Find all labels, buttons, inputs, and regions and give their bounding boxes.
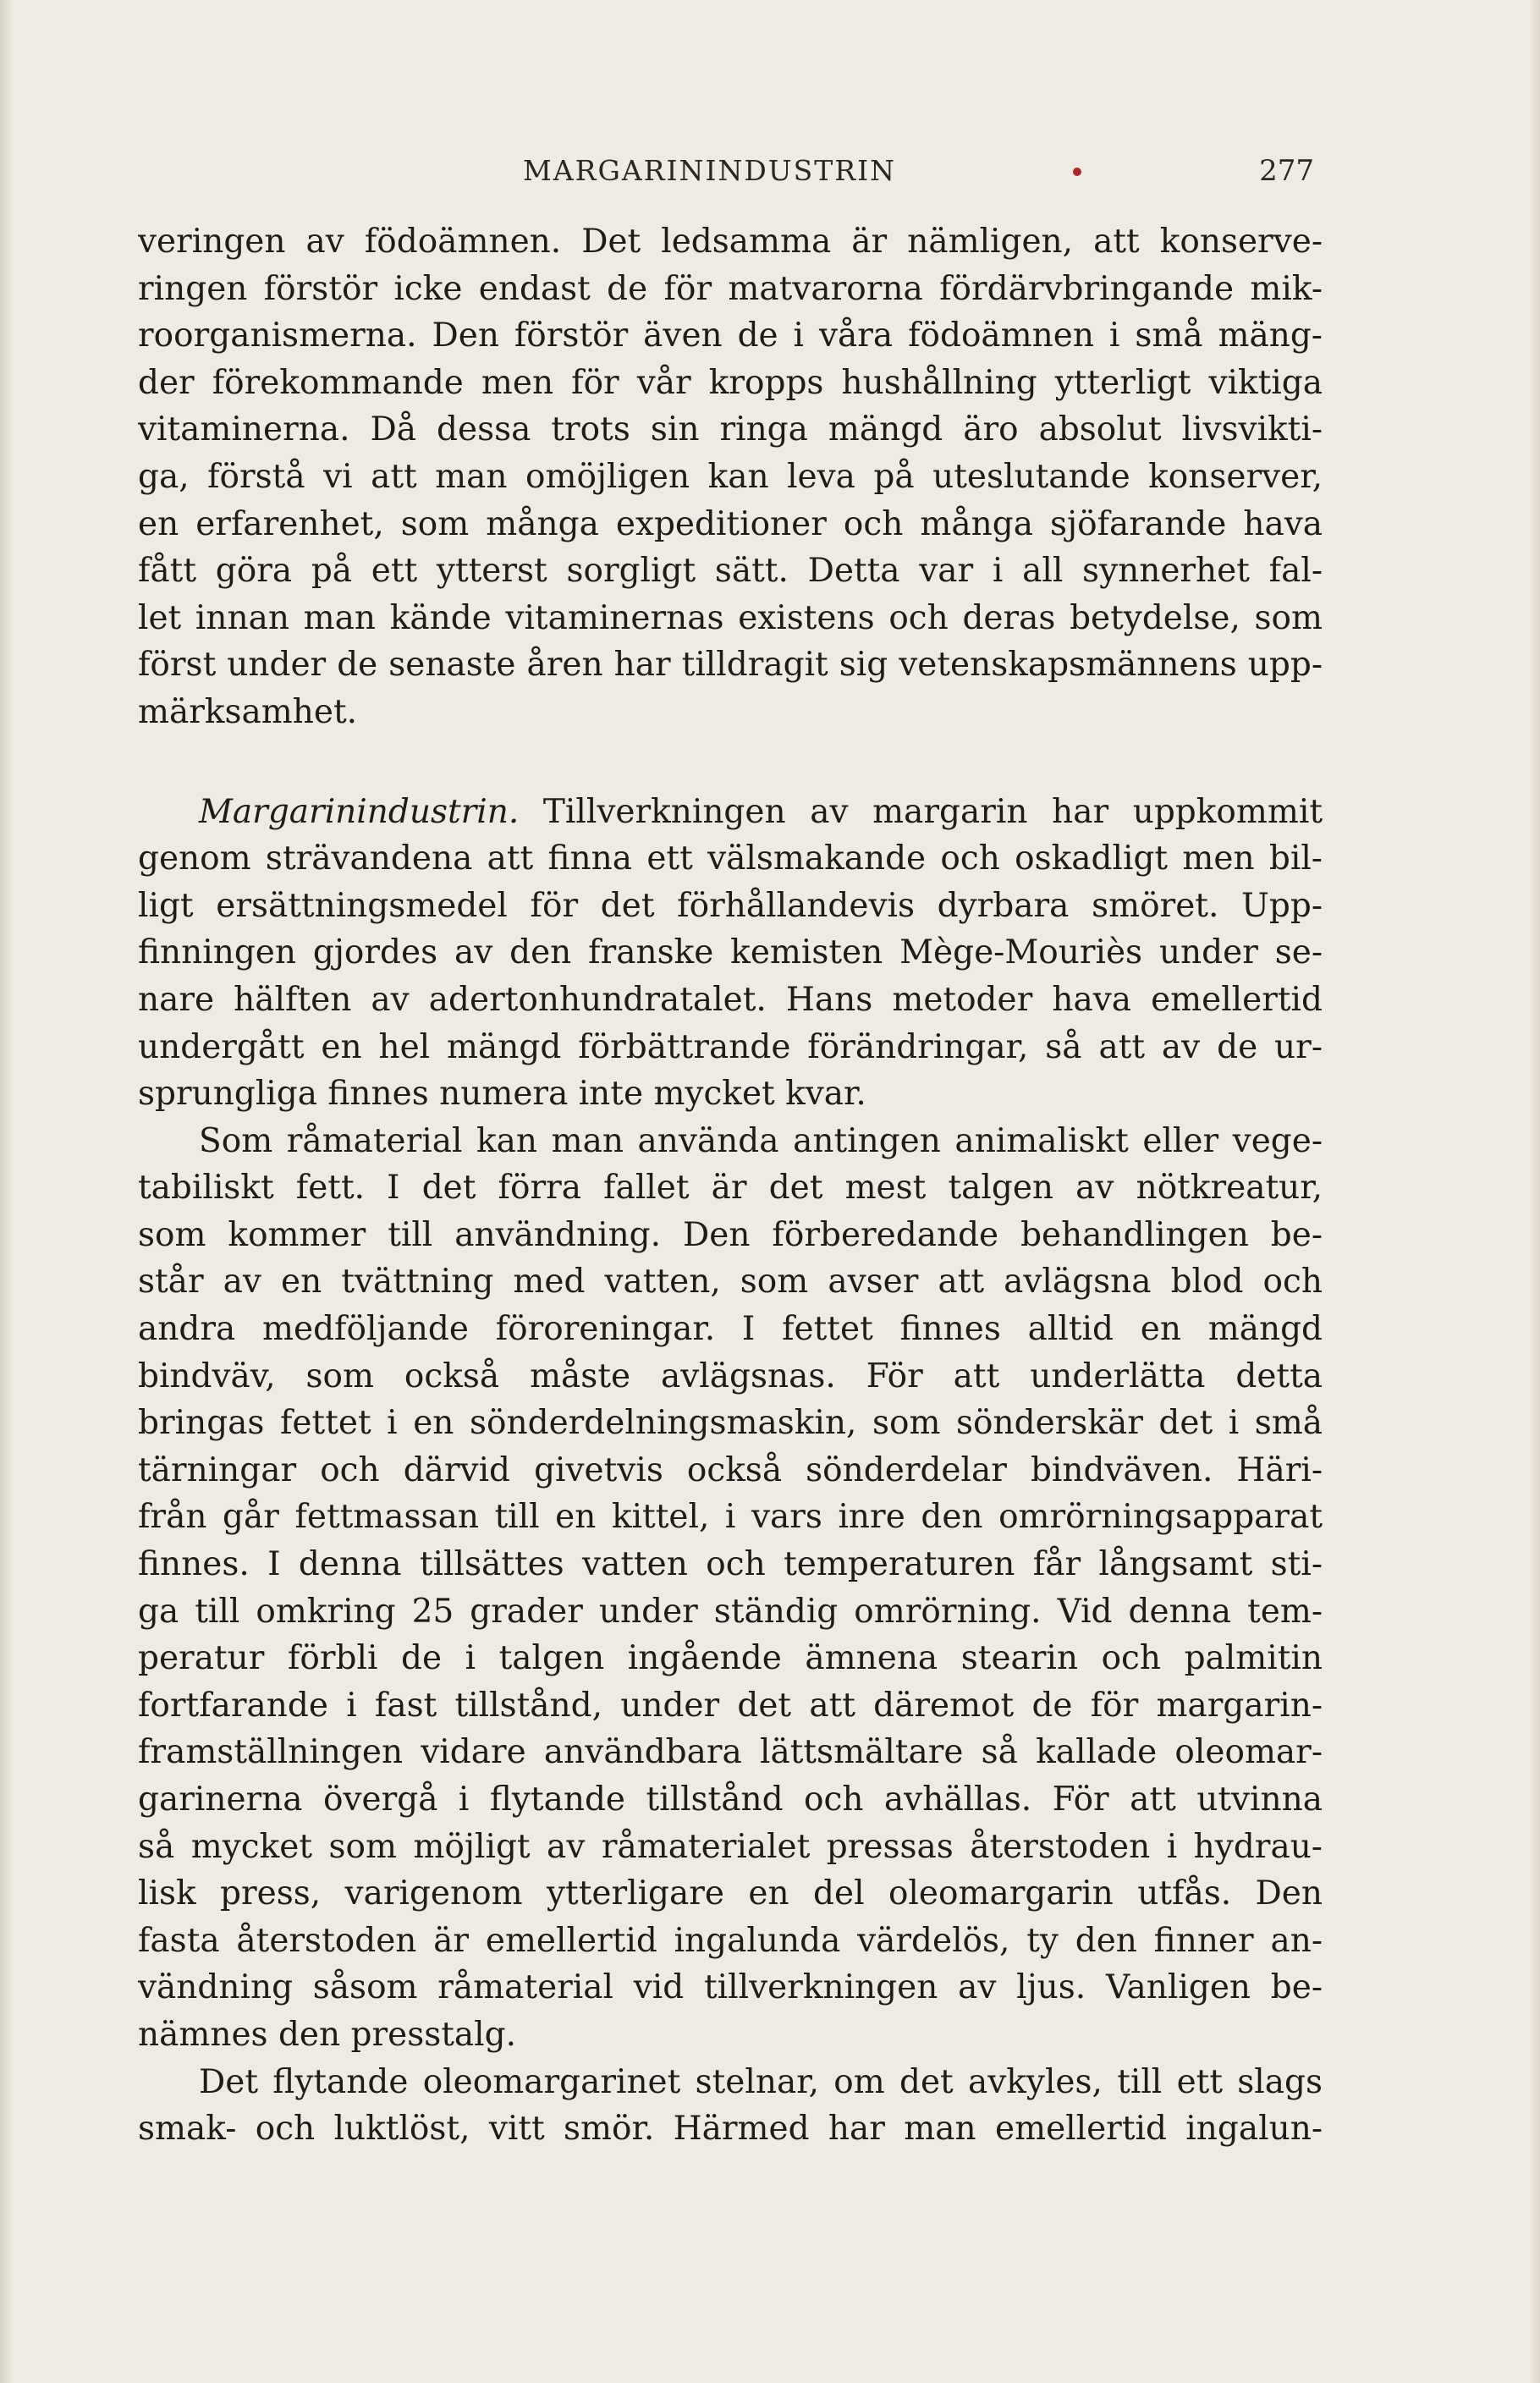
text-run: Tillverkningen av margarin har uppkommit bbox=[519, 792, 1323, 831]
section-heading: Margarinindustrin. bbox=[199, 792, 520, 831]
page-number: 277 bbox=[1259, 154, 1314, 188]
text-line: undergått en hel mängd förbättrande förändringar, så att av de ur- bbox=[138, 1027, 1323, 1066]
text-line: som kommer till användning. Den förberedande behandlingen be- bbox=[138, 1215, 1323, 1254]
text-line: tärningar och därvid givetvis också sönderdelar bindväven. Häri- bbox=[138, 1450, 1323, 1489]
text-line: tabiliskt fett. I det förra fallet är det mest talgen av nötkreatur, bbox=[138, 1169, 1323, 1208]
section-spacer bbox=[138, 736, 1323, 789]
paragraph-4 bbox=[138, 2059, 1323, 2153]
text-line: står av en tvättning med vatten, som avser att avlägsna blod och bbox=[138, 1263, 1323, 1302]
text-line: fått göra på ett ytterst sorgligt sätt. Detta var i all synnerhet fal- bbox=[138, 552, 1323, 591]
text-line: vitaminerna. Då dessa trots sin ringa mängd äro absolut livsvikti- bbox=[138, 410, 1323, 449]
page-header bbox=[138, 142, 1314, 193]
text-line: roorganismerna. Den förstör även de i våra födoämnen i små mäng- bbox=[138, 316, 1323, 355]
text-line: lisk press, varigenom ytterligare en del oleomargarin utfås. Den bbox=[138, 1874, 1323, 1913]
text-line: genom strävandena att finna ett välsmakande och oskadligt men bil- bbox=[138, 839, 1323, 878]
text-line: Det flytande oleomargarinet stelnar, om det avkyles, till ett slags bbox=[199, 2062, 1323, 2101]
text-line: ga till omkring 25 grader under ständig omrörning. Vid denna tem- bbox=[138, 1592, 1323, 1631]
text-line: der förekommande men för vår kropps hushållning ytterligt viktiga bbox=[138, 363, 1323, 402]
paragraph-1 bbox=[138, 218, 1323, 736]
text-line: smak- och luktlöst, vitt smör. Härmed har man emellertid ingalun- bbox=[138, 2110, 1323, 2149]
text-line: från går fettmassan till en kittel, i vars inre den omrörningsapparat bbox=[138, 1498, 1323, 1537]
paragraph-2 bbox=[138, 789, 1323, 1118]
text-line: let innan man kände vitaminernas existens och deras betydelse, som bbox=[138, 598, 1323, 637]
paragraph-3 bbox=[138, 1118, 1323, 2059]
text-line: en erfarenhet, som många expeditioner och många sjöfarande hava bbox=[138, 504, 1323, 543]
text-line: vändning såsom råmaterial vid tillverkningen av ljus. Vanligen be- bbox=[138, 1968, 1323, 2007]
text-line: peratur förbli de i talgen ingående ämnena stearin och palmitin bbox=[138, 1639, 1323, 1678]
text-line: finningen gjordes av den franske kemisten Mège-Mouriès under se- bbox=[138, 933, 1323, 972]
text-line: sprungliga finnes numera inte mycket kvar. bbox=[138, 1075, 866, 1114]
text-line: Som råmaterial kan man använda antingen animaliskt eller vege- bbox=[199, 1121, 1323, 1160]
text-line: andra medföljande föroreningar. I fettet finnes alltid en mängd bbox=[138, 1310, 1323, 1349]
text-line: bringas fettet i en sönderdelningsmaskin, som sönderskär det i små bbox=[138, 1404, 1323, 1443]
text-line: ga, förstå vi att man omöjligen kan leva på uteslutande konserver, bbox=[138, 457, 1323, 496]
text-line: fasta återstoden är emellertid ingalunda värdelös, ty den finner an- bbox=[138, 1921, 1323, 1960]
body-text bbox=[138, 218, 1323, 2153]
text-line: veringen av födoämnen. Det ledsamma är nämligen, att konserve- bbox=[138, 223, 1323, 261]
text-line: framställningen vidare användbara lättsmältare så kallade oleomar- bbox=[138, 1733, 1323, 1772]
text-line: ligt ersättningsmedel för det förhållandevis dyrbara smöret. Upp- bbox=[138, 886, 1323, 925]
text-line: först under de senaste åren har tilldragit sig vetenskapsmännens upp- bbox=[138, 646, 1323, 685]
page-edge-shadow bbox=[0, 0, 12, 2383]
page-right-edge bbox=[1530, 0, 1540, 2383]
text-line: garinerna övergå i flytande tillstånd och avhällas. För att utvinna bbox=[138, 1780, 1323, 1819]
text-line: nämnes den presstalg. bbox=[138, 2015, 516, 2054]
text-line: bindväv, som också måste avlägsnas. För att underlätta detta bbox=[138, 1357, 1323, 1395]
text-line: nare hälften av adertonhundratalet. Hans metoder hava emellertid bbox=[138, 980, 1323, 1019]
text-line: fortfarande i fast tillstånd, under det att däremot de för margarin- bbox=[138, 1686, 1323, 1725]
text-line: märksamhet. bbox=[138, 692, 358, 731]
text-line: så mycket som möjligt av råmaterialet pressas återstoden i hydrau- bbox=[138, 1827, 1323, 1866]
text-line: finnes. I denna tillsättes vatten och temperaturen får långsamt sti- bbox=[138, 1545, 1323, 1584]
text-line: ringen förstör icke endast de för matvarorna fördärvbringande mik- bbox=[138, 269, 1323, 308]
text-line bbox=[138, 789, 1323, 836]
bullet-ornament-icon bbox=[1073, 168, 1081, 176]
running-head: MARGARININDUSTRIN bbox=[523, 154, 896, 187]
